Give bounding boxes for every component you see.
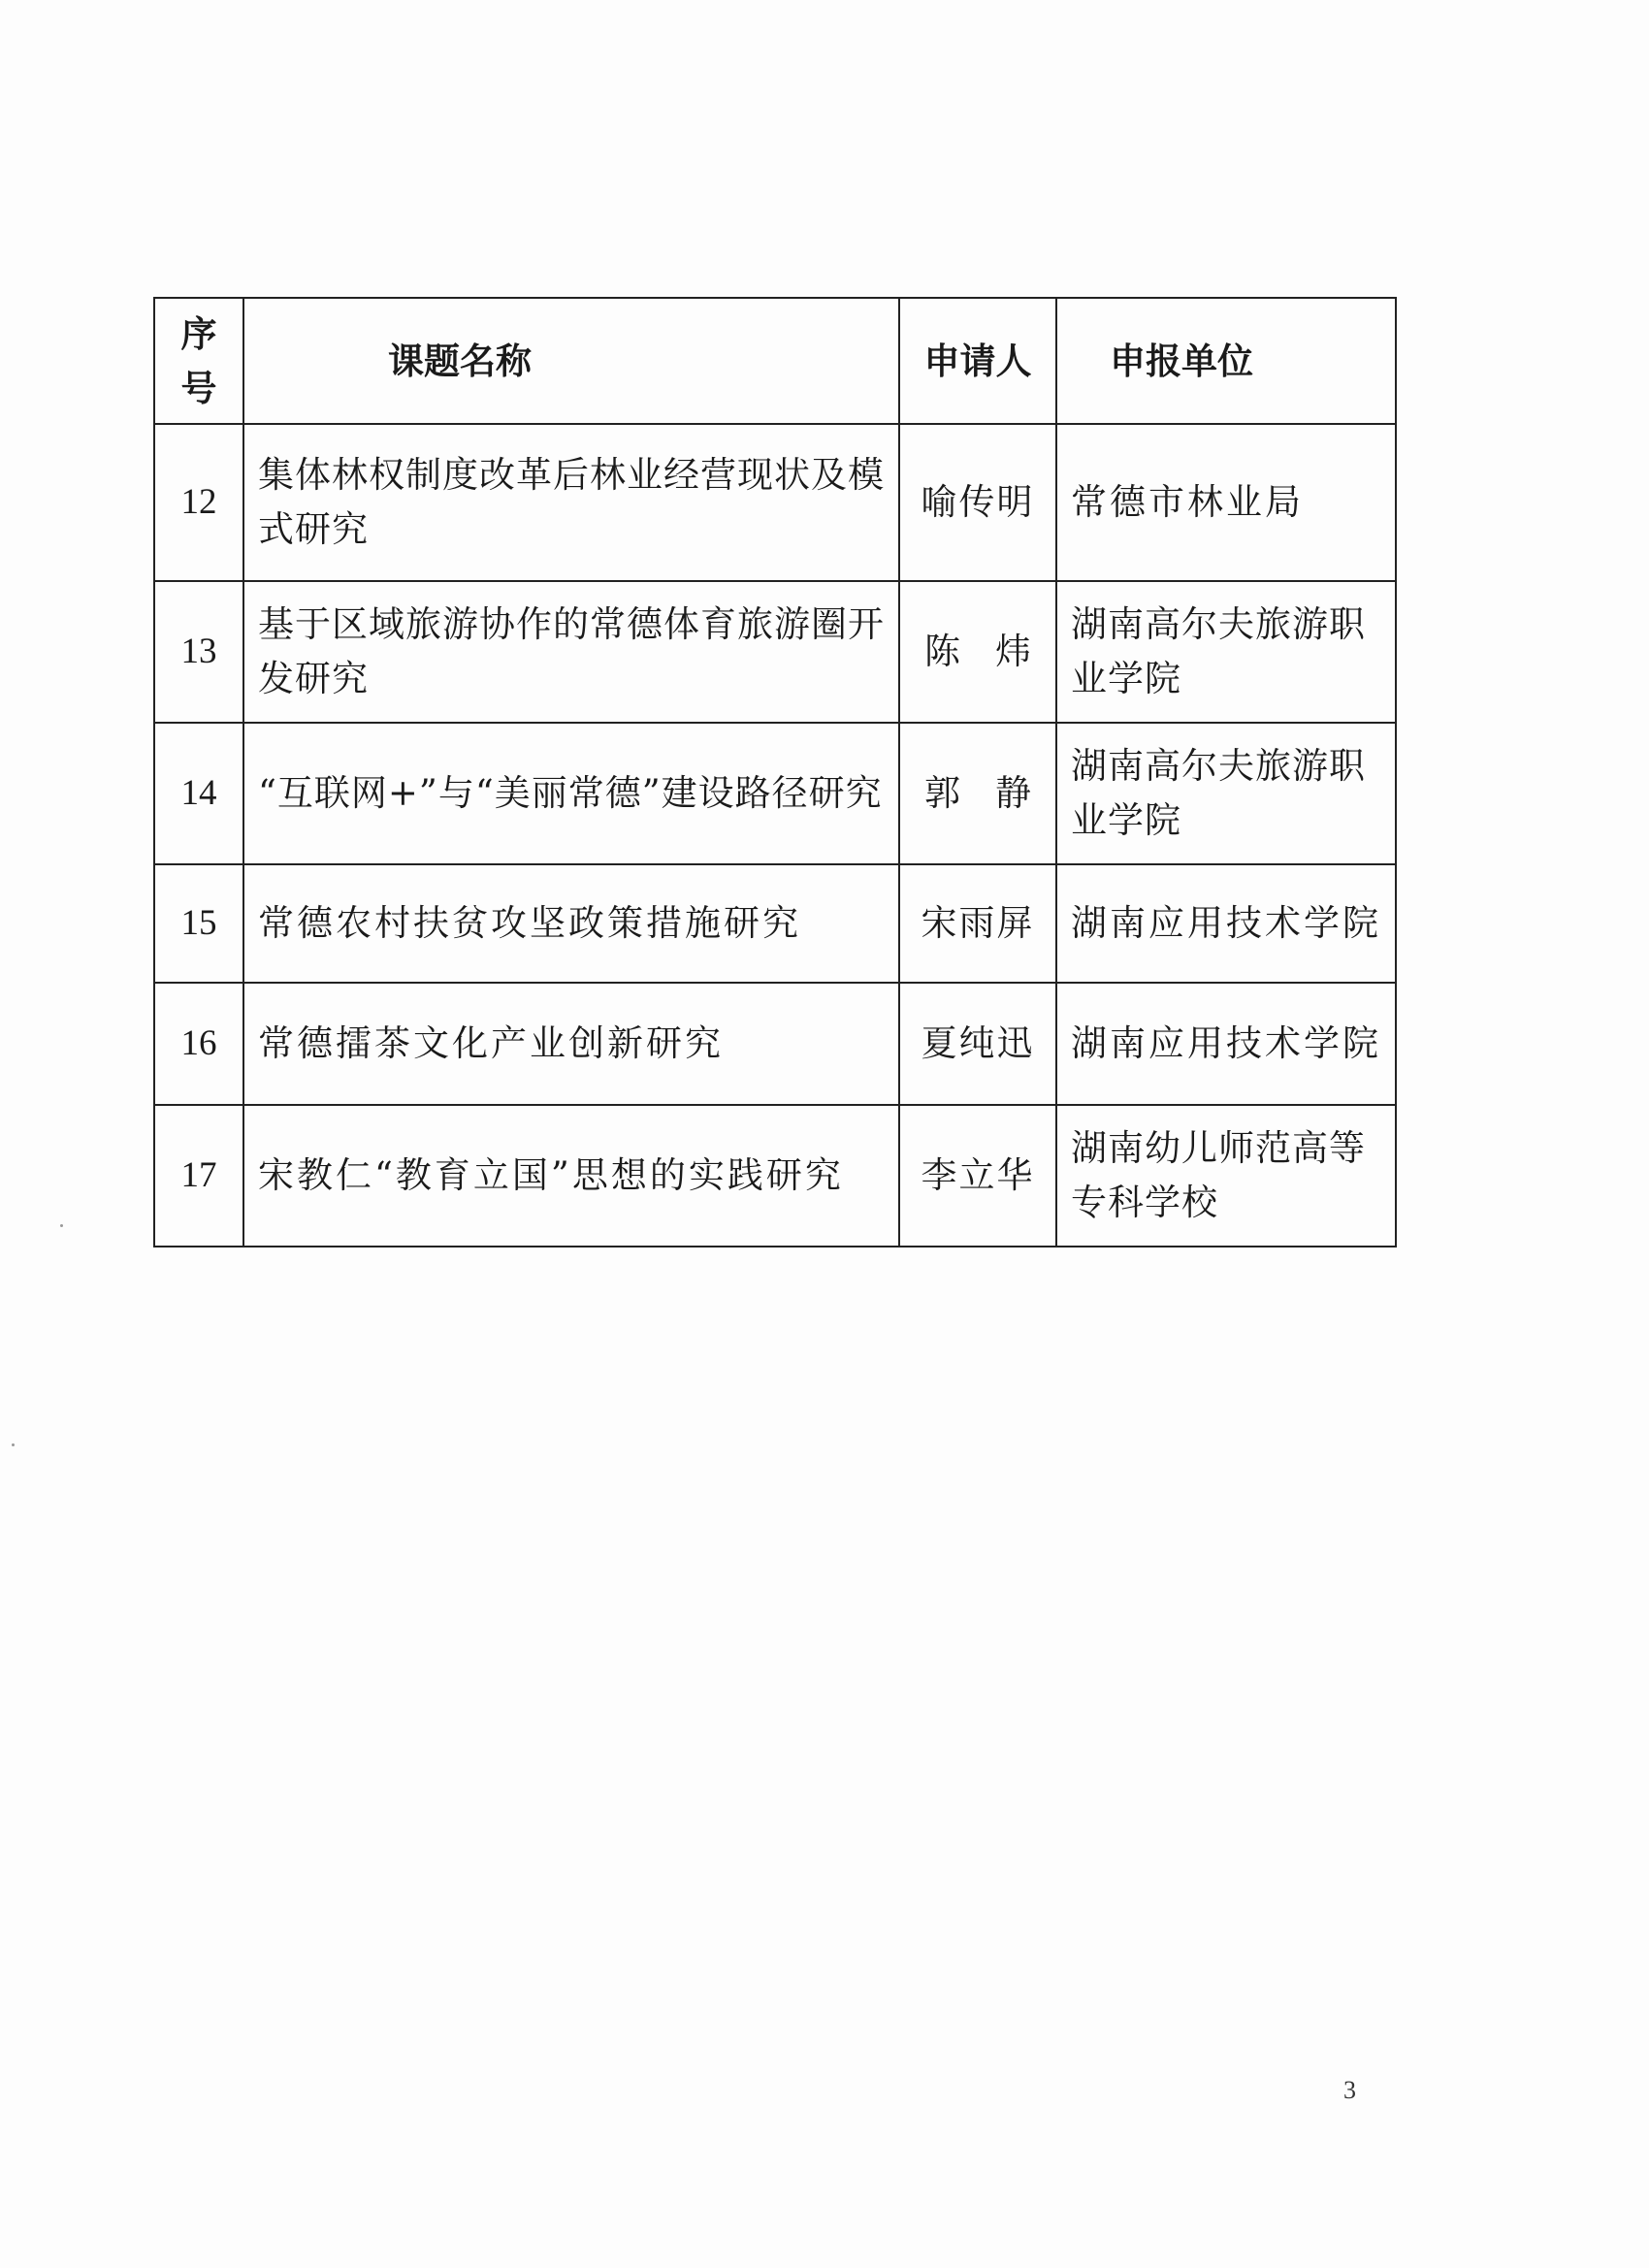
row-unit: 湖南高尔夫旅游职业学院 (1056, 723, 1396, 864)
row-no: 13 (154, 581, 243, 723)
row-title: 集体林权制度改革后林业经营现状及模式研究 (243, 424, 899, 581)
header-title: 课题名称 (243, 298, 899, 424)
table-row (154, 983, 1396, 1105)
row-unit: 湖南幼儿师范高等专科学校 (1056, 1105, 1396, 1247)
row-applicant: 喻传明 (899, 424, 1056, 581)
row-no: 15 (154, 864, 243, 983)
row-applicant: 李立华 (899, 1105, 1056, 1247)
row-title: 常德擂茶文化产业创新研究 (243, 983, 899, 1105)
table-row (154, 723, 1396, 864)
row-no: 12 (154, 424, 243, 581)
table-row (154, 1105, 1396, 1247)
row-applicant: 陈 炜 (899, 581, 1056, 723)
header-no: 序 号 (154, 298, 243, 424)
row-unit: 湖南高尔夫旅游职业学院 (1056, 581, 1396, 723)
header-applicant: 申请人 (899, 298, 1056, 424)
row-unit: 常德市林业局 (1056, 424, 1396, 581)
row-applicant: 郭 静 (899, 723, 1056, 864)
table-row (154, 864, 1396, 983)
table-row (154, 581, 1396, 723)
row-no: 17 (154, 1105, 243, 1247)
row-title: 基于区域旅游协作的常德体育旅游圈开发研究 (243, 581, 899, 723)
row-unit: 湖南应用技术学院 (1056, 864, 1396, 983)
row-title: “互联网+”与“美丽常德”建设路径研究 (243, 723, 899, 864)
row-applicant: 宋雨屏 (899, 864, 1056, 983)
row-applicant: 夏纯迅 (899, 983, 1056, 1105)
row-title: 常德农村扶贫攻坚政策措施研究 (243, 864, 899, 983)
topics-table (153, 297, 1397, 1247)
table-row (154, 424, 1396, 581)
scan-speck (12, 1443, 15, 1446)
row-unit: 湖南应用技术学院 (1056, 983, 1396, 1105)
page-number: 3 (1343, 2076, 1356, 2104)
header-unit: 申报单位 (1056, 298, 1396, 424)
row-no: 14 (154, 723, 243, 864)
scan-speck (60, 1224, 63, 1227)
row-no: 16 (154, 983, 243, 1105)
table-header-row (154, 298, 1396, 424)
row-title: 宋教仁“教育立国”思想的实践研究 (243, 1105, 899, 1247)
